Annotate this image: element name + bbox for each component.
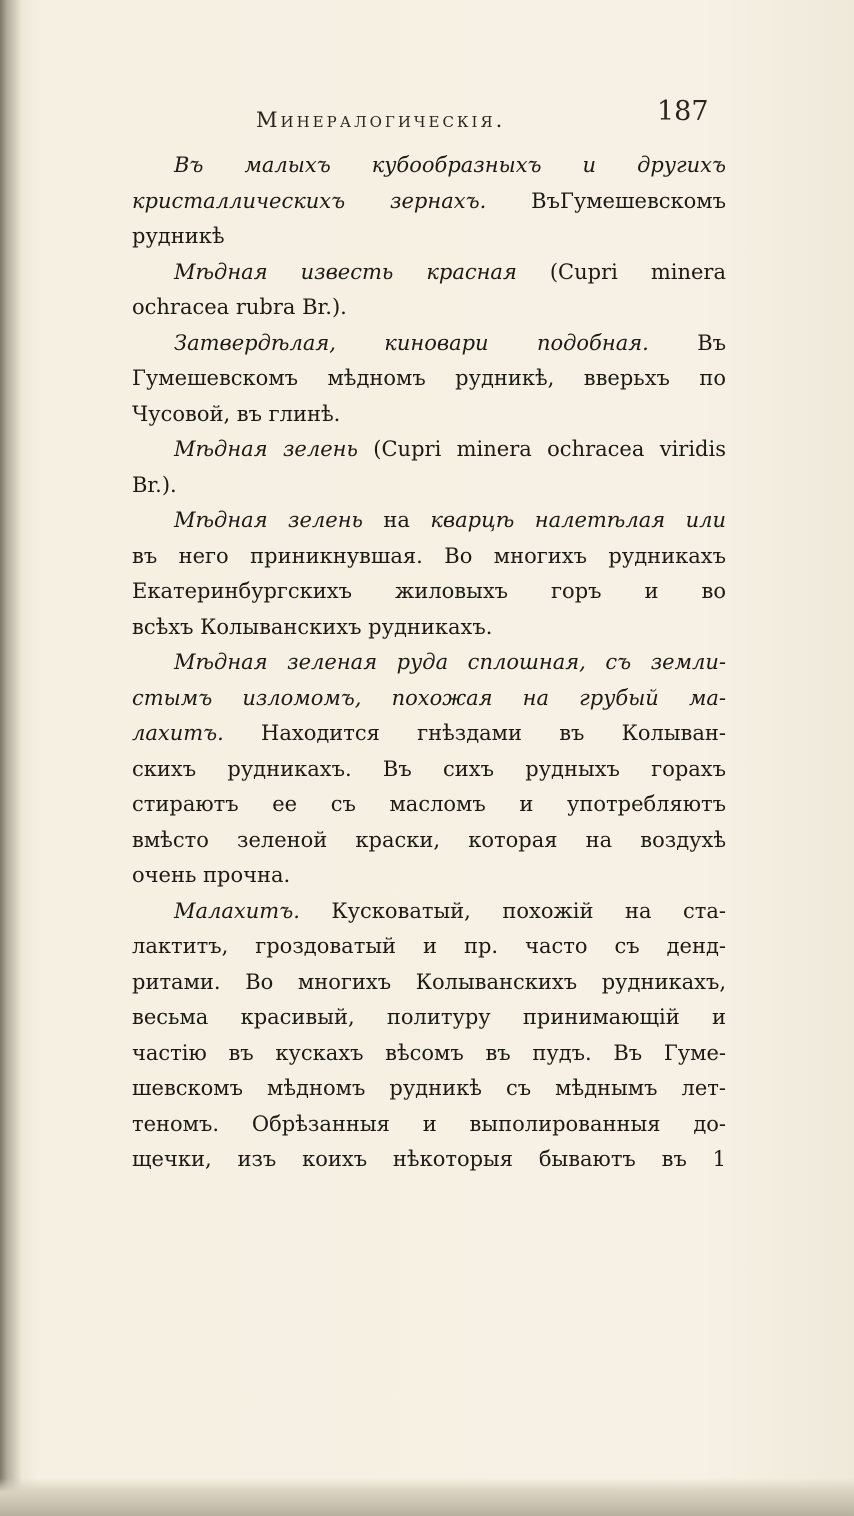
text-line [132,894,726,930]
text-line [132,574,726,610]
text-line [132,503,726,539]
text-run: въ него приникнувшая. Во многихъ рудникахъ [132,543,726,568]
italic-run: кварцѣ налетѣлая или [430,508,726,532]
text-run: Гумешевскомъ мѣдномъ рудникѣ, вверьхъ по [132,366,726,390]
text-run: Br.). [132,472,177,497]
text-run: ритами. Во многихъ Колыванскихъ рудникахъ, [132,969,726,994]
running-head: Минералогическія. [256,108,506,132]
page-number: 187 [657,96,709,127]
text-run: на [383,508,431,532]
text-line [132,1000,726,1036]
text-run: рудникѣ [132,224,225,248]
italic-run: лахитъ. [132,721,262,745]
text-line [132,929,726,965]
text-run: скихъ рудникахъ. Въ сихъ рудныхъ горахъ [132,756,726,781]
text-run: весьма красивый, политуру принимающій и [132,1005,726,1029]
text-line [132,290,726,326]
text-run: Находится гнѣздами въ Колыван- [261,721,726,745]
page-bottom-edge [0,1478,854,1516]
text-run: всѣхъ Колыванскихъ рудникахъ. [132,614,493,639]
text-line [132,184,726,220]
italic-run: Мѣдная известь красная [174,259,550,284]
text-line [132,361,726,397]
text-line [132,645,726,681]
text-run: лактитъ, гроздоватый и пр. часто съ денд- [132,934,726,958]
text-run: Въ [697,330,726,355]
text-run: стираютъ ее съ масломъ и употребляютъ [132,792,726,816]
text-line [132,858,726,894]
text-run: вмѣсто зеленой краски, которая на воздухѣ [132,827,726,852]
text-line [132,539,726,575]
italic-run: Малахитъ. [174,898,332,923]
text-line [132,1142,726,1178]
text-line [132,468,726,504]
italic-run: Затвердѣлая, киновари подобная. [174,330,698,355]
text-line [132,823,726,859]
text-line [132,716,726,752]
text-line [132,432,726,468]
text-run: ochracea rubra Br.). [132,295,347,319]
italic-run: кристаллическихъ зернахъ. [132,188,532,213]
text-line [132,397,726,433]
text-line [132,1107,726,1143]
text-run: частію въ кускахъ вѣсомъ въ пудъ. Въ Гуме- [132,1040,726,1065]
text-line [132,1036,726,1072]
text-run: очень прочна. [132,863,291,887]
body-text [132,148,726,1178]
book-spine-shadow [0,0,22,1516]
italic-run: Мѣдная зелень [174,508,384,532]
text-line [132,148,726,184]
italic-run: Мѣдная зелень [174,437,374,461]
text-run: Кусковатый, похожій на ста- [331,898,726,923]
text-line [132,787,726,823]
text-line [132,752,726,788]
text-run: теномъ. Обрѣзанныя и выполированныя до- [132,1111,726,1136]
text-line [132,326,726,362]
text-line [132,965,726,1001]
text-run: (Cupri minera ochracea viridis [373,437,726,461]
text-run: (Cupri minera [549,259,726,284]
text-run: щечки, изъ коихъ нѣкоторыя бываютъ въ 1 [132,1147,726,1171]
text-run: Екатеринбургскихъ жиловыхъ горъ и во [132,579,726,603]
text-line [132,219,726,255]
text-line [132,610,726,646]
text-line [132,1071,726,1107]
italic-run: стымъ изломомъ, похожая на грубый ма- [132,685,726,710]
italic-run: Въ малыхъ кубообразныхъ и другихъ [174,153,726,177]
text-run: шевскомъ мѣдномъ рудникѣ съ мѣднымъ лет- [132,1076,726,1100]
italic-run: Мѣдная зеленая руда сплошная, съ земли- [174,650,726,674]
text-run: Чусовой, въ глинѣ. [132,401,341,426]
text-run: ВъГумешевскомъ [531,188,726,213]
text-line [132,681,726,717]
text-line [132,255,726,291]
